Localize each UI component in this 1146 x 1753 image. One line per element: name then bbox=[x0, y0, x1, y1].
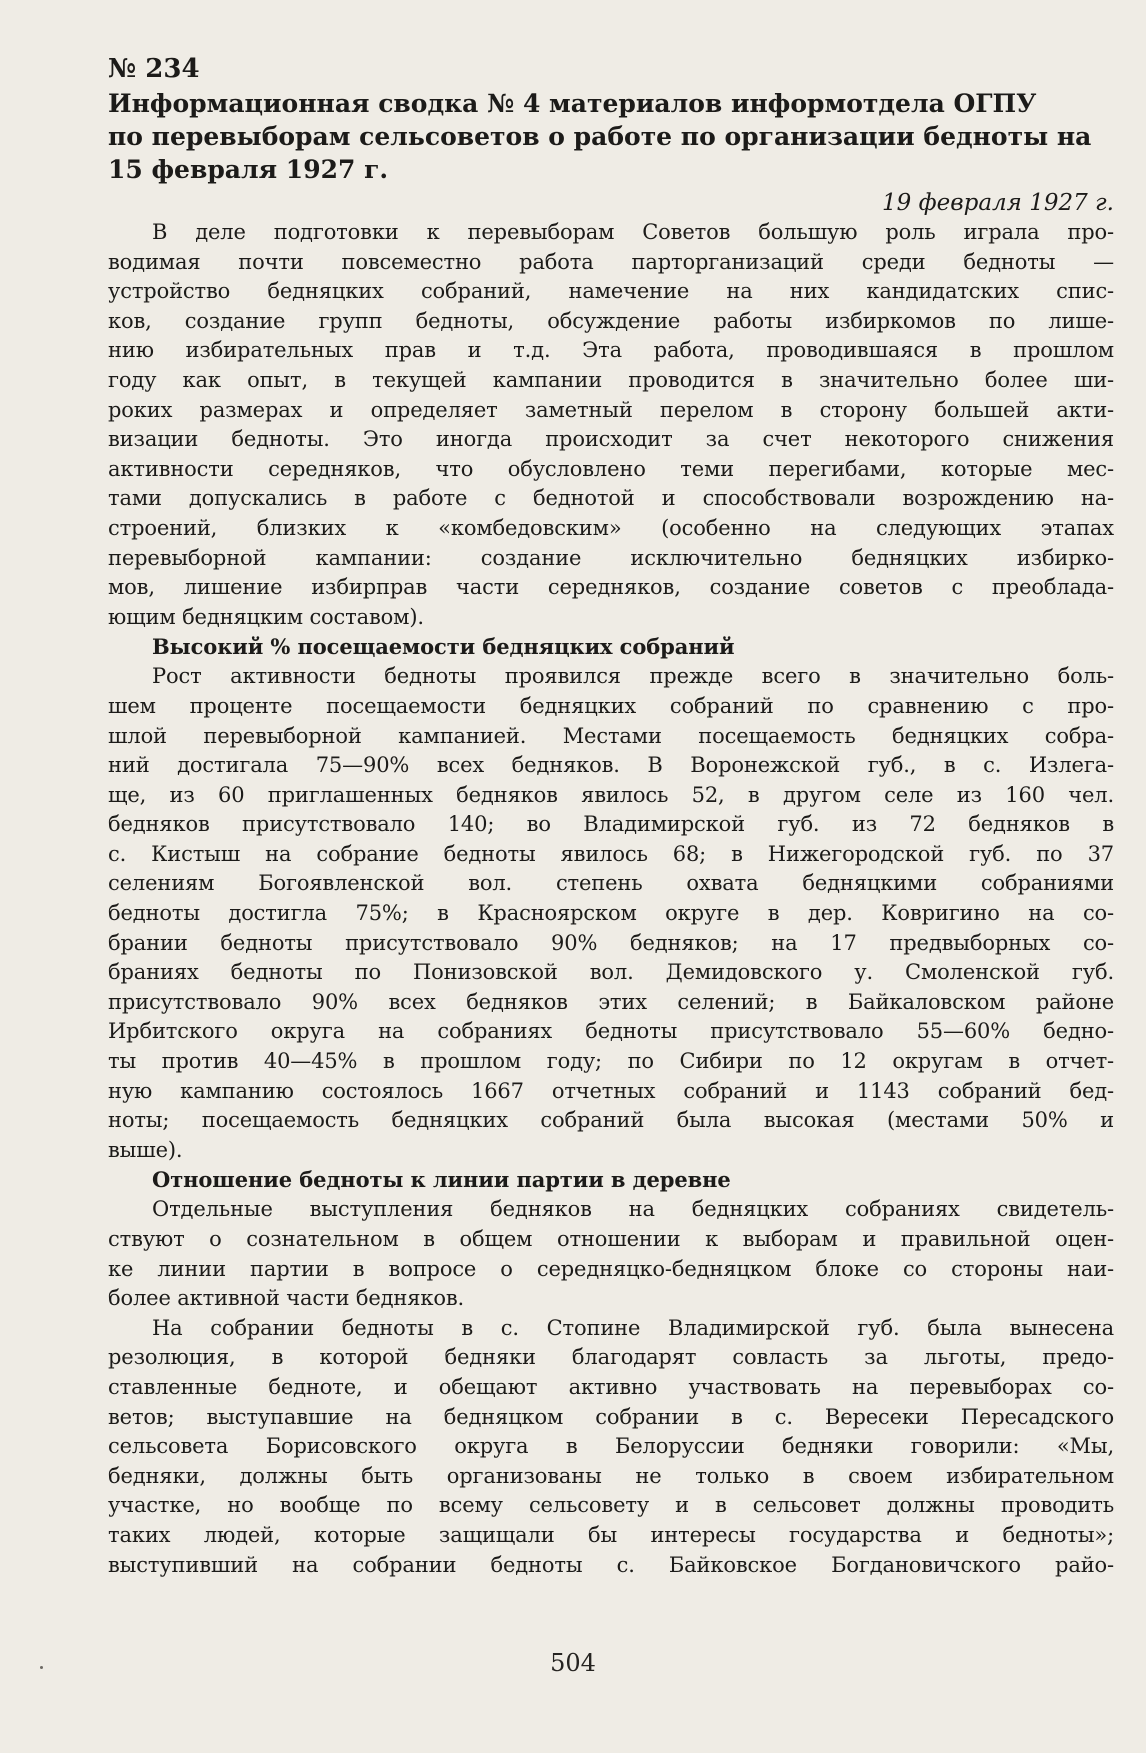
text-line: ную кампанию состоялось 1667 отчетных собраний и 1143 собраний бед- bbox=[108, 1078, 1114, 1103]
text-line: ющим бедняцким составом). bbox=[108, 604, 424, 629]
text-line: таких людей, которые защищали бы интересы государства и бедноты»; bbox=[108, 1522, 1114, 1547]
text-line: строений, близких к «комбедовским» (особенно на следующих этапах bbox=[108, 515, 1114, 540]
text-line: Отдельные выступления бедняков на бедняцких собраниях свидетель- bbox=[152, 1197, 1114, 1222]
text-line: На собрании бедноты в с. Стопине Владимирской губ. была вынесена bbox=[152, 1315, 1114, 1340]
text-line: ще, из 60 приглашенных бедняков явилось 52, в другом селе из 160 чел. bbox=[108, 782, 1114, 807]
section-heading-attendance: Высокий % посещаемости бедняцких собраний bbox=[152, 634, 735, 660]
text-line: участке, но вообще по всему сельсовету и в сельсовет должны проводить bbox=[108, 1493, 1114, 1518]
page-content bbox=[108, 52, 1114, 1580]
text-line: бедняки, должны быть организованы не только в своем избирательном bbox=[108, 1463, 1114, 1488]
text-line: браниях бедноты по Понизовской вол. Демидовского у. Смоленской губ. bbox=[108, 960, 1114, 985]
text-line: году как опыт, в текущей кампании проводится в значительно более ши- bbox=[108, 367, 1114, 392]
scan-speck bbox=[40, 1666, 43, 1669]
title-line: Информационная сводка № 4 материалов информотдела ОГПУ bbox=[108, 89, 1037, 118]
text-line: тами допускались в работе с беднотой и способствовали возрождению на- bbox=[108, 486, 1114, 511]
text-line: ков, создание групп бедноты, обсуждение работы избиркомов по лише- bbox=[108, 308, 1114, 333]
text-line: ноты; посещаемость бедняцких собраний была высокая (местами 50% и bbox=[108, 1108, 1114, 1133]
text-line: Ирбитского округа на собраниях бедноты присутствовало 55—60% бедно- bbox=[108, 1019, 1114, 1044]
text-line: шлой перевыборной кампанией. Местами посещаемость бедняцких собра- bbox=[108, 723, 1114, 748]
document-date: 19 февраля 1927 г. bbox=[882, 190, 1114, 216]
text-line: выступивший на собрании бедноты с. Байковское Богдановичского райо- bbox=[108, 1552, 1114, 1577]
section-heading-party-line: Отношение бедноты к линии партии в деревне bbox=[152, 1167, 731, 1193]
text-line: В деле подготовки к перевыборам Советов большую роль играла про- bbox=[152, 220, 1114, 244]
text-line: присутствовало 90% всех бедняков этих селений; в Байкаловском районе bbox=[108, 989, 1114, 1014]
text-line: водимая почти повсеместно работа парторганизаций среди бедноты — bbox=[108, 249, 1114, 274]
document-number: № 234 bbox=[108, 54, 200, 84]
text-line: резолюция, в которой бедняки благодарят совласть за льготы, предо- bbox=[108, 1345, 1114, 1370]
document-title bbox=[108, 87, 1114, 186]
page-number: 504 bbox=[550, 1649, 596, 1677]
text-line: брании бедноты присутствовало 90% бедняков; на 17 предвыборных со- bbox=[108, 930, 1114, 955]
paragraph-attendance bbox=[108, 662, 1114, 1165]
text-line: активности середняков, что обусловлено теми перегибами, которые мес- bbox=[108, 456, 1114, 481]
text-line: с. Кистыш на собрание бедноты явилось 68; в Нижегородской губ. по 37 bbox=[108, 841, 1114, 866]
text-line: более активной части бедняков. bbox=[108, 1286, 465, 1311]
text-line: роких размерах и определяет заметный перелом в сторону большей акти- bbox=[108, 397, 1114, 422]
text-line: ний достигала 75—90% всех бедняков. В Воронежской губ., в с. Излега- bbox=[108, 753, 1114, 778]
text-line: бедноты достигла 75%; в Красноярском округе в дер. Ковригино на со- bbox=[108, 901, 1114, 926]
text-line: ты против 40—45% в прошлом году; по Сибири по 12 округам в отчет- bbox=[108, 1049, 1114, 1074]
text-line: ставленные бедноте, и обещают активно участвовать на перевыборах со- bbox=[108, 1374, 1114, 1399]
text-line: выше). bbox=[108, 1137, 183, 1162]
text-line: мов, лишение избирправ части середняков, создание советов с преоблада- bbox=[108, 575, 1114, 600]
text-line: ветов; выступавшие на бедняцком собрании в с. Вересеки Пересадского bbox=[108, 1404, 1114, 1429]
text-line: шем проценте посещаемости бедняцких собраний по сравнению с про- bbox=[108, 693, 1114, 718]
text-line: нию избирательных прав и т.д. Эта работа, проводившаяся в прошлом bbox=[108, 338, 1114, 363]
text-line: селениям Богоявленской вол. степень охвата бедняцкими собраниями bbox=[108, 871, 1114, 896]
text-line: визации бедноты. Это иногда происходит за счет некоторого снижения bbox=[108, 427, 1114, 452]
paragraph-intro bbox=[108, 218, 1114, 632]
paragraph-resolution bbox=[108, 1314, 1114, 1580]
title-line: по перевыборам сельсоветов о работе по организации бедноты на bbox=[108, 122, 1092, 151]
text-line: сельсовета Борисовского округа в Белоруссии бедняки говорили: «Мы, bbox=[108, 1434, 1114, 1459]
text-line: ствуют о сознательном в общем отношении к выборам и правильной оцен- bbox=[108, 1227, 1114, 1251]
text-line: перевыборной кампании: создание исключительно бедняцких избирко- bbox=[108, 545, 1114, 570]
text-line: ке линии партии в вопросе о середняцко-бедняцком блоке со стороны наи- bbox=[108, 1256, 1114, 1281]
text-line: Рост активности бедноты проявился прежде всего в значительно боль- bbox=[152, 664, 1114, 689]
paragraph-statements bbox=[108, 1195, 1114, 1313]
text-line: устройство бедняцких собраний, намечение на них кандидатских спис- bbox=[108, 279, 1114, 304]
title-line: 15 февраля 1927 г. bbox=[108, 155, 389, 184]
text-line: бедняков присутствовало 140; во Владимирской губ. из 72 бедняков в bbox=[108, 812, 1114, 837]
